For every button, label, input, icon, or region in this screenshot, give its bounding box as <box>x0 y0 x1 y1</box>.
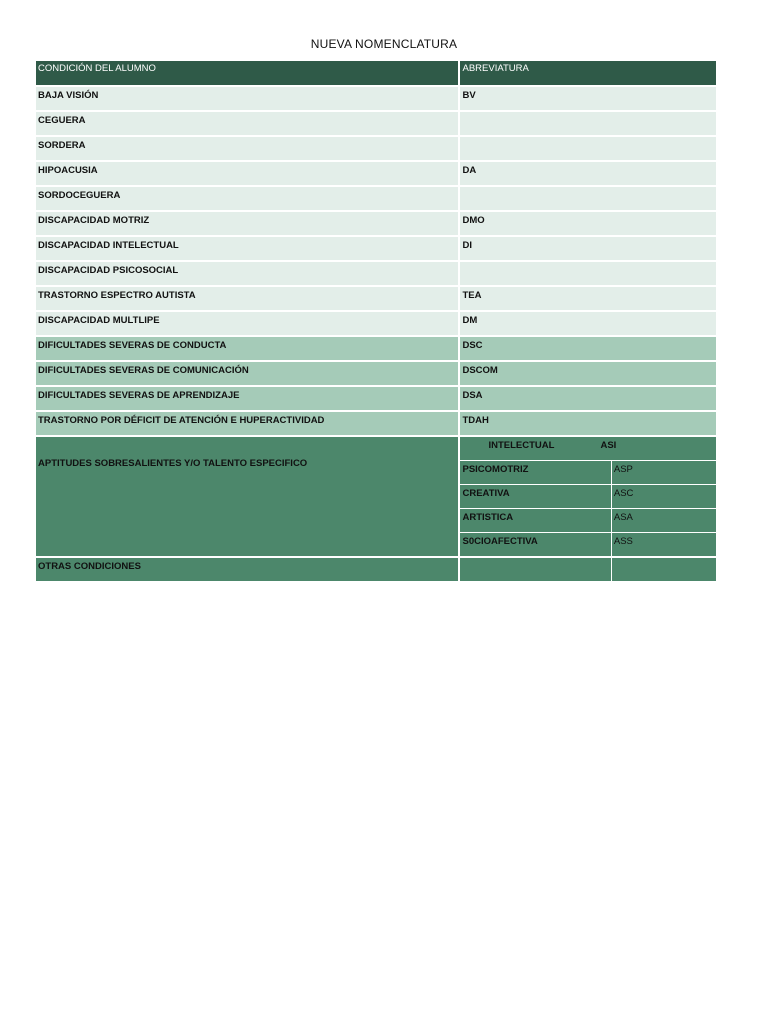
abbreviation-cell: DI <box>459 236 716 261</box>
condition-cell: OTRAS CONDICIONES <box>36 557 459 581</box>
table-row <box>36 186 716 211</box>
aptitude-abbr: ASA <box>611 509 716 533</box>
condition-cell: DIFICULTADES SEVERAS DE COMUNICACIÓN <box>36 361 459 386</box>
empty-cell <box>611 557 716 581</box>
condition-cell: CEGUERA <box>36 111 459 136</box>
condition-cell: DIFICULTADES SEVERAS DE CONDUCTA <box>36 336 459 361</box>
condition-cell: DISCAPACIDAD MOTRIZ <box>36 211 459 236</box>
aptitude-abbr: ASC <box>611 485 716 509</box>
condition-cell: DISCAPACIDAD INTELECTUAL <box>36 236 459 261</box>
abbreviation-cell: DSA <box>459 386 716 411</box>
table-row <box>36 436 716 461</box>
table-header-row <box>36 61 716 86</box>
table-row <box>36 86 716 111</box>
table-row <box>36 286 716 311</box>
aptitudes-label-cell: APTITUDES SOBRESALIENTES Y/O TALENTO ESPECIFICO <box>36 436 459 557</box>
condition-cell: SORDERA <box>36 136 459 161</box>
condition-cell: DISCAPACIDAD PSICOSOCIAL <box>36 261 459 286</box>
aptitude-type: S0CIOAFECTIVA <box>459 533 611 558</box>
table-row <box>36 136 716 161</box>
aptitude-abbr: ASP <box>611 461 716 485</box>
aptitude-type: CREATIVA <box>459 485 611 509</box>
condition-cell: BAJA VISIÓN <box>36 86 459 111</box>
abbreviation-cell <box>459 111 716 136</box>
abbreviation-cell: DMO <box>459 211 716 236</box>
table-row <box>36 161 716 186</box>
table-row <box>36 111 716 136</box>
condition-cell: TRASTORNO POR DÉFICIT DE ATENCIÓN E HUPERACTIVIDAD <box>36 411 459 436</box>
table-row <box>36 261 716 286</box>
condition-cell: TRASTORNO ESPECTRO AUTISTA <box>36 286 459 311</box>
table-row <box>36 336 716 361</box>
condition-cell: DISCAPACIDAD MULTLIPE <box>36 311 459 336</box>
table-row <box>36 361 716 386</box>
header-condition: CONDICIÓN DEL ALUMNO <box>36 61 459 86</box>
abbreviation-cell: DSCOM <box>459 361 716 386</box>
table-row <box>36 236 716 261</box>
aptitude-type: ARTISTICA <box>459 509 611 533</box>
abbreviation-cell: BV <box>459 86 716 111</box>
table-row <box>36 211 716 236</box>
abbreviation-cell: TDAH <box>459 411 716 436</box>
aptitude-intelectual-cell <box>459 436 716 461</box>
condition-cell: HIPOACUSIA <box>36 161 459 186</box>
abbreviation-cell: DM <box>459 311 716 336</box>
nomenclature-table <box>36 61 716 581</box>
aptitude-type: PSICOMOTRIZ <box>459 461 611 485</box>
condition-cell: DIFICULTADES SEVERAS DE APRENDIZAJE <box>36 386 459 411</box>
header-abbreviation: ABREVIATURA <box>459 61 716 86</box>
aptitude-abbr: ASS <box>611 533 716 558</box>
condition-cell: SORDOCEGUERA <box>36 186 459 211</box>
table-row <box>36 411 716 436</box>
table-row <box>36 311 716 336</box>
table-row <box>36 557 716 581</box>
table-row <box>36 386 716 411</box>
abbreviation-cell <box>459 261 716 286</box>
abbreviation-cell: DSC <box>459 336 716 361</box>
abbreviation-cell: TEA <box>459 286 716 311</box>
page-title: NUEVA NOMENCLATURA <box>310 37 458 51</box>
abbreviation-cell <box>459 186 716 211</box>
empty-cell <box>459 557 611 581</box>
aptitude-abbr: ASI <box>600 440 617 451</box>
abbreviation-cell <box>459 136 716 161</box>
abbreviation-cell: DA <box>459 161 716 186</box>
aptitude-type: INTELECTUAL <box>488 440 555 451</box>
